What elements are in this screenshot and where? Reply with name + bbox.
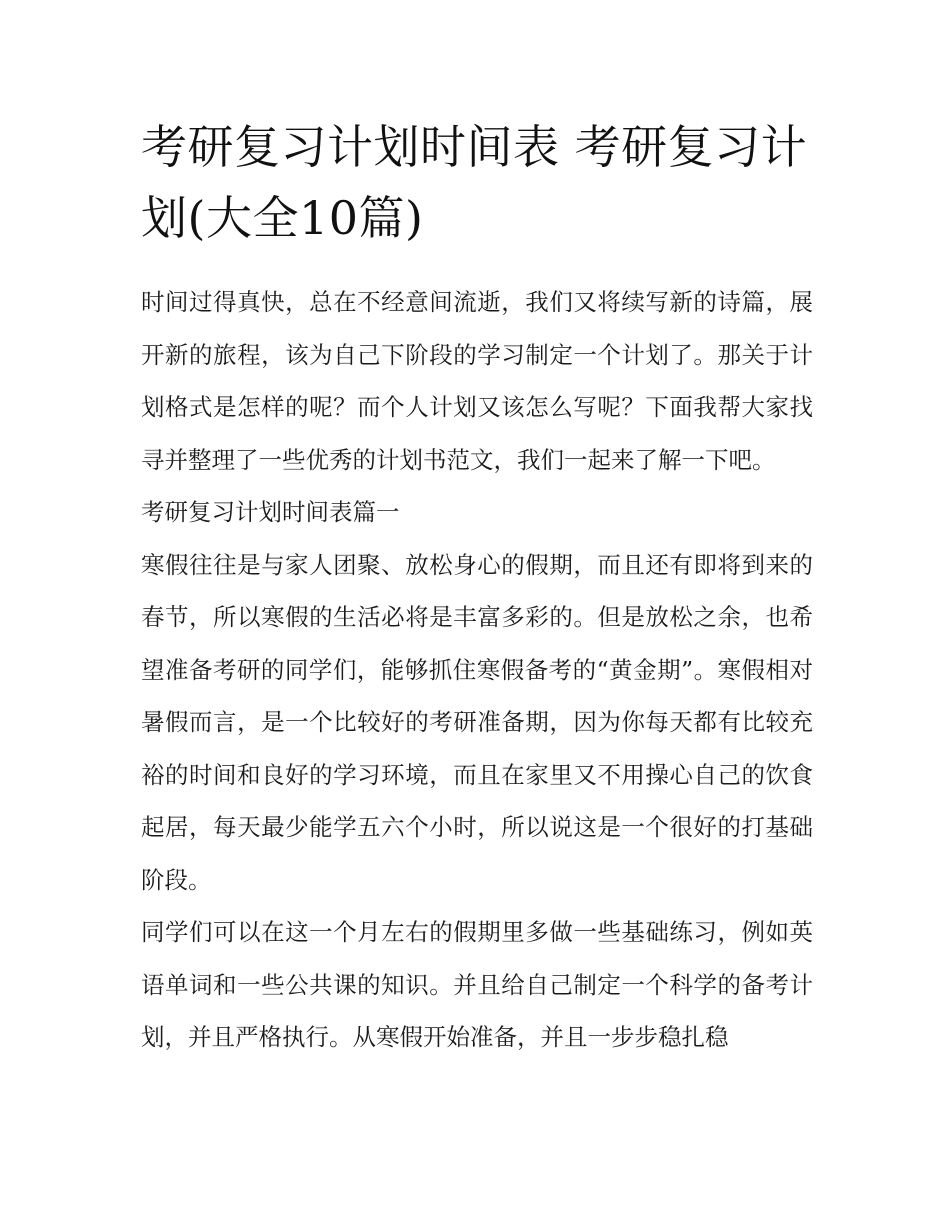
intro-paragraph: 时间过得真快，总在不经意间流逝，我们又将续写新的诗篇，展开新的旅程，该为自己下阶段的学习制定一个计划了。那关于计划格式是怎样的呢？而个人计划又该怎么写呢？下面我帮大家找寻并整理了一些优秀的计划书范文，我们一起来了解一下吧。 — [141, 288, 813, 474]
section-heading: 考研复习计划时间表篇一 — [141, 498, 400, 526]
body-paragraph-1: 寒假往往是与家人团聚、放松身心的假期，而且还有即将到来的春节，所以寒假的生活必将是丰富多彩的。但是放松之余，也希望准备考研的同学们，能够抓住寒假备考的“黄金期”。寒假相对暑假而言，是一个比较好的考研准备期，因为你每天都有比较充裕的时间和良好的学习环境，而且在家里又不用操心自己的饮食起居，每天最少能学五六个小时，所以说这是一个很好的打基础阶段。 — [141, 550, 813, 894]
document-title: 考研复习计划时间表 考研复习计划(大全10篇) — [141, 120, 808, 245]
document-page — [141, 112, 813, 1064]
body-paragraph-2: 同学们可以在这一个月左右的假期里多做一些基础练习，例如英语单词和一些公共课的知识。并且给自己制定一个科学的备考计划，并且严格执行。从寒假开始准备，并且一步步稳扎稳 — [141, 918, 813, 1051]
